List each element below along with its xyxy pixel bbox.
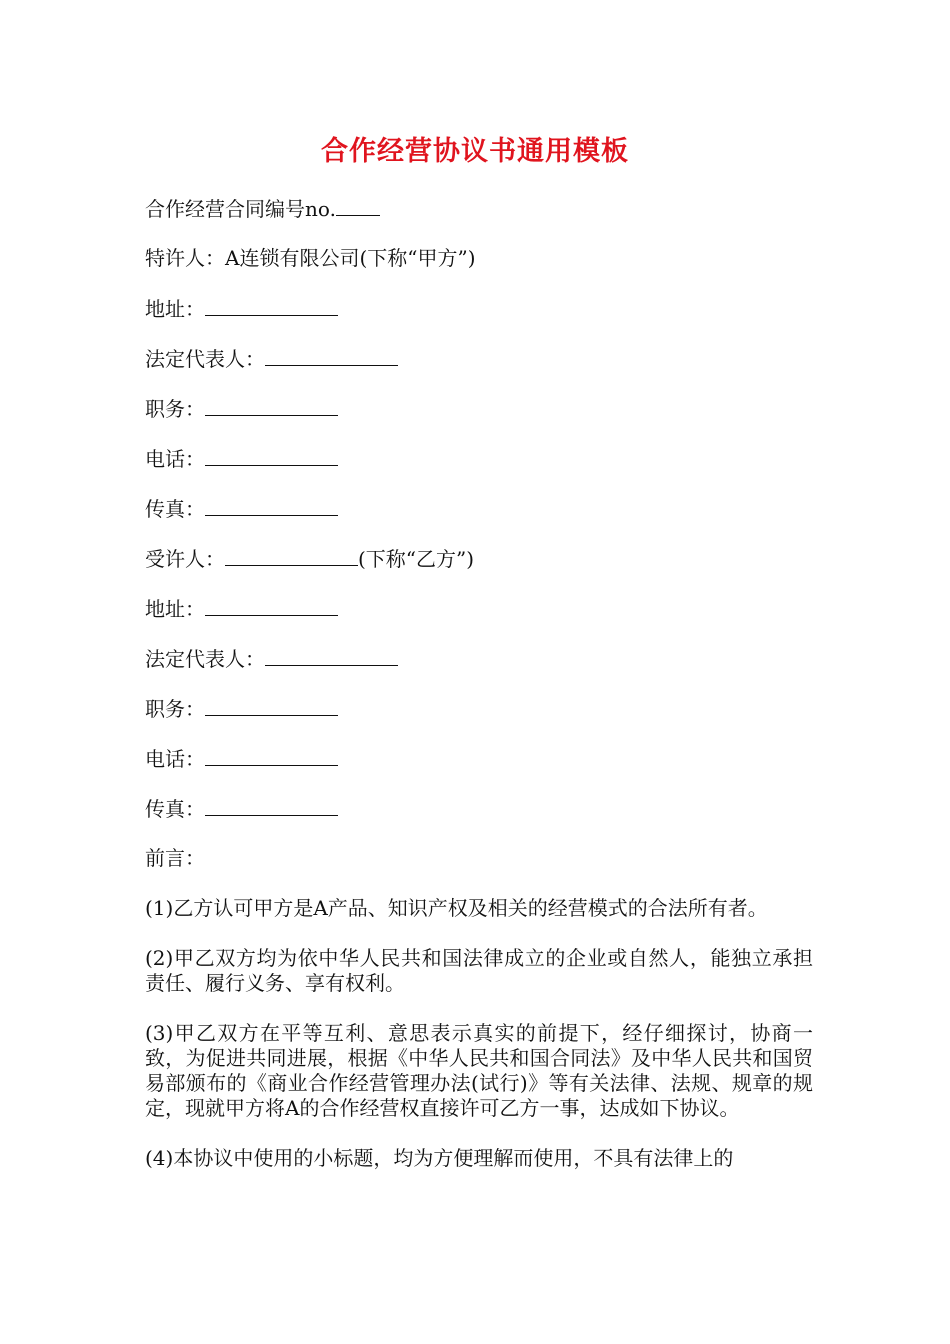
party-b-fax-line — [145, 796, 813, 821]
preface-label: 前言： — [145, 846, 205, 870]
party-b-rep-label: 法定代表人： — [145, 647, 265, 671]
party-a-heading: 特许人：A连锁有限公司(下称“甲方”) — [145, 246, 476, 270]
contract-number-blank — [336, 196, 380, 216]
party-a-position-blank — [205, 396, 338, 416]
contract-number-line — [145, 196, 813, 221]
party-b-position-blank — [205, 696, 338, 716]
party-a-address-line — [145, 296, 813, 321]
contract-number-label: 合作经营合同编号no. — [145, 197, 336, 221]
party-a-fax-blank — [205, 496, 338, 516]
party-b-position-line — [145, 696, 813, 721]
party-b-rep-blank — [265, 646, 398, 666]
party-b-address-blank — [205, 596, 338, 616]
party-b-position-label: 职务： — [145, 697, 205, 721]
party-a-fax-label: 传真： — [145, 497, 205, 521]
party-b-phone-blank — [205, 746, 338, 766]
party-b-heading — [145, 546, 813, 571]
party-a-phone-line — [145, 446, 813, 471]
party-b-name-blank — [225, 546, 358, 566]
party-b-phone-label: 电话： — [145, 747, 205, 771]
clause-2: (2)甲乙双方均为依中华人民共和国法律成立的企业或自然人，能独立承担责任、履行义务、享有权利。 — [145, 946, 813, 995]
clause-4: (4)本协议中使用的小标题，均为方便理解而使用，不具有法律上的 — [145, 1146, 734, 1170]
party-b-heading-suffix: (下称“乙方”) — [358, 547, 475, 571]
party-b-rep-line — [145, 646, 813, 671]
clause-3: (3)甲乙双方在平等互利、意思表示真实的前提下，经仔细探讨，协商一致，为促进共同进展，根据《中华人民共和国合同法》及中华人民共和国贸易部颁布的《商业合作经营管理办法(试行)》等有关法律、法规、规章的规定，现就甲方将A的合作经营权直接许可乙方一事，达成如下协议。 — [145, 1021, 813, 1120]
party-b-address-label: 地址： — [145, 597, 205, 621]
clause-1: (1)乙方认可甲方是A产品、知识产权及相关的经营模式的合法所有者。 — [145, 896, 768, 920]
document-title: 合作经营协议书通用模板 — [321, 136, 629, 167]
party-b-fax-blank — [205, 796, 338, 816]
party-a-address-label: 地址： — [145, 297, 205, 321]
party-a-phone-blank — [205, 446, 338, 466]
party-b-heading-label: 受许人： — [145, 547, 225, 571]
document-body — [145, 196, 813, 1196]
party-a-rep-line — [145, 346, 813, 371]
party-b-address-line — [145, 596, 813, 621]
party-b-phone-line — [145, 746, 813, 771]
party-a-rep-blank — [265, 346, 398, 366]
party-a-phone-label: 电话： — [145, 447, 205, 471]
party-a-rep-label: 法定代表人： — [145, 347, 265, 371]
party-a-fax-line — [145, 496, 813, 521]
party-a-position-line — [145, 396, 813, 421]
party-a-address-blank — [205, 296, 338, 316]
party-b-fax-label: 传真： — [145, 797, 205, 821]
party-a-position-label: 职务： — [145, 397, 205, 421]
